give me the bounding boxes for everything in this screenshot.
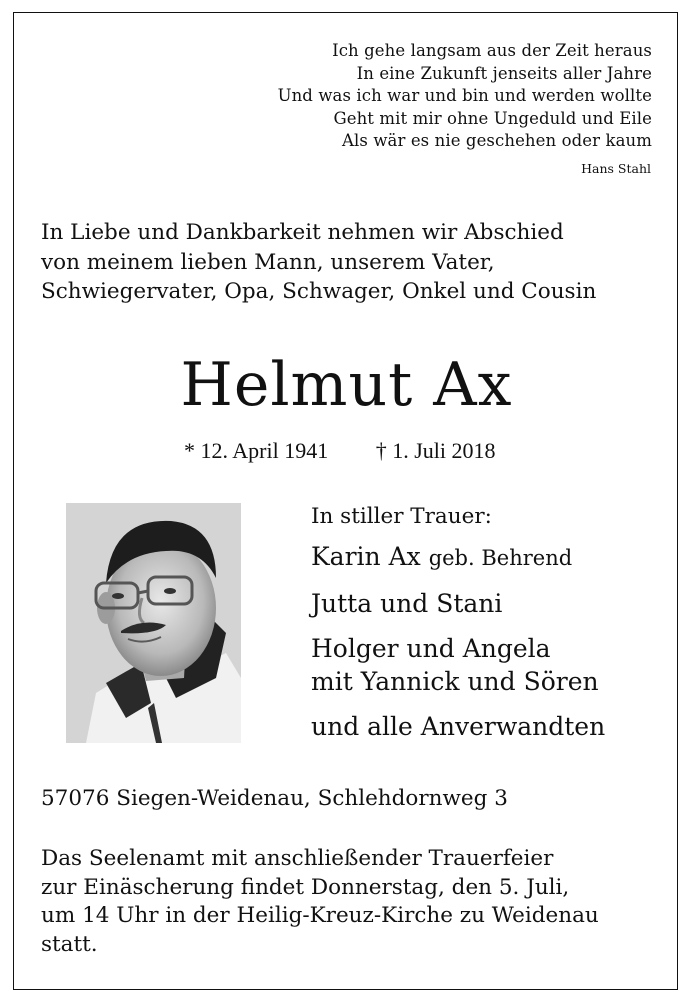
portrait-photo bbox=[66, 503, 241, 743]
death-date: † 1. Juli 2018 bbox=[375, 438, 496, 463]
portrait-illustration bbox=[66, 503, 241, 743]
service-line: um 14 Uhr in der Heilig-Kreuz-Kirche zu Weidenau bbox=[41, 903, 599, 928]
intro-line: In Liebe und Dankbarkeit nehmen wir Abschied bbox=[41, 220, 564, 245]
poem-author: Hans Stahl bbox=[581, 161, 651, 176]
intro-line: von meinem lieben Mann, unserem Vater, bbox=[41, 249, 495, 275]
poem-line: Ich gehe langsam aus der Zeit heraus bbox=[332, 41, 652, 60]
poem bbox=[278, 40, 652, 153]
service-line: Das Seelenamt mit anschließender Trauerfeier bbox=[41, 846, 554, 871]
poem-line: In eine Zukunft jenseits aller Jahre bbox=[356, 63, 652, 83]
deceased-name: Helmut Ax bbox=[180, 350, 513, 420]
mourner-family: Jutta und Stani bbox=[311, 589, 503, 618]
intro-line: Schwiegervater, Opa, Schwager, Onkel und Cousin bbox=[41, 279, 597, 304]
poem-line: Und was ich war und bin und werden wollte bbox=[277, 86, 652, 105]
life-dates bbox=[184, 438, 496, 464]
poem-line: Geht mit mir ohne Ungeduld und Eile bbox=[333, 108, 652, 128]
mourner-family: Holger und Angela bbox=[311, 634, 551, 663]
mourners-list bbox=[311, 502, 605, 743]
address: 57076 Siegen-Weidenau, Schlehdornweg 3 bbox=[41, 786, 508, 811]
notice-border bbox=[13, 12, 678, 990]
intro-text bbox=[41, 218, 596, 307]
service-line: zur Einäscherung findet Donnerstag, den 5. Juli, bbox=[41, 874, 570, 900]
poem-line: Als wär es nie geschehen oder kaum bbox=[342, 131, 652, 150]
mourner-spouse bbox=[311, 540, 605, 575]
mourners-heading: In stiller Trauer: bbox=[311, 504, 492, 529]
service-info bbox=[41, 845, 599, 959]
mourner-family: mit Yannick und Sören bbox=[311, 667, 599, 696]
spouse-name: Karin Ax bbox=[311, 542, 421, 571]
mourner-relatives: und alle Anverwandten bbox=[311, 712, 606, 741]
service-line: statt. bbox=[41, 931, 98, 957]
spouse-maiden-name: geb. Behrend bbox=[428, 546, 573, 570]
birth-date: * 12. April 1941 bbox=[184, 438, 329, 463]
